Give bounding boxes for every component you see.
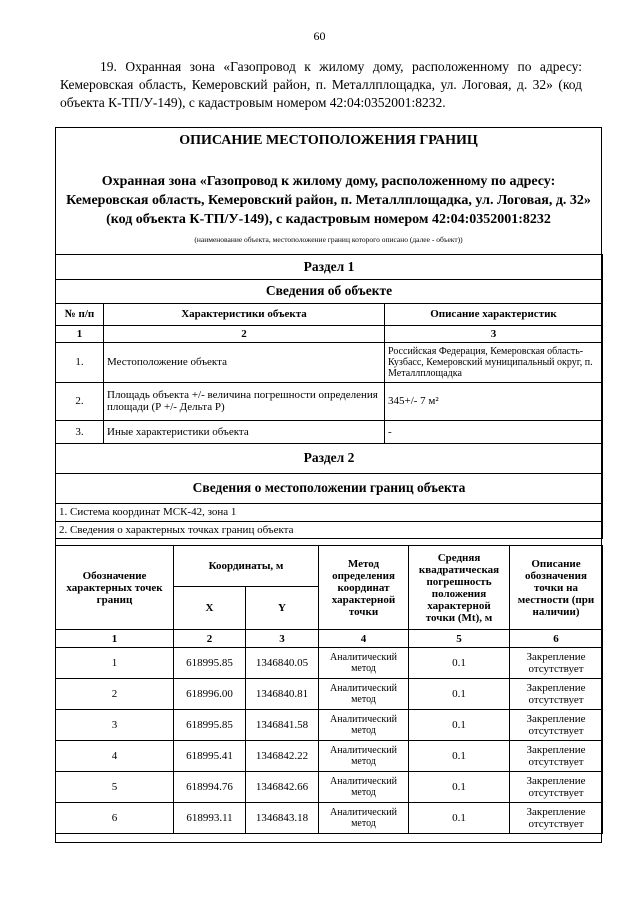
point-id: 4 bbox=[56, 741, 174, 772]
row-value: Российская Федерация, Кемеровская область-Кузбасс, Кемеровский муниципальный округ, п. Металлплощадка bbox=[385, 342, 603, 382]
point-x: 618994.76 bbox=[174, 772, 246, 803]
coordinate-system: 1. Система координат МСК-42, зона 1 bbox=[56, 503, 603, 521]
header-num: № п/п bbox=[56, 303, 104, 325]
colnum-5: 5 bbox=[409, 630, 510, 648]
point-accuracy: 0.1 bbox=[409, 803, 510, 834]
row-name: Иные характеристики объекта bbox=[104, 420, 385, 443]
row-number: 2. bbox=[56, 382, 104, 420]
point-accuracy: 0.1 bbox=[409, 710, 510, 741]
colnum-1: 1 bbox=[56, 325, 104, 342]
object-caption: (наименование объекта, местоположение границ которого описано (далее - объект)) bbox=[194, 235, 463, 244]
page-number: 60 bbox=[313, 29, 326, 43]
object-name: Охранная зона «Газопровод к жилому дому, расположенному по адресу: Кемеровская область, Кемеровский район, п. Металлплощадка, ул. Логовая, д. 32» (код объекта К-ТП/У-149), с кадастровым номером 42:04:0352001:8232 bbox=[66, 174, 591, 227]
table-row bbox=[56, 710, 603, 741]
table-row bbox=[56, 648, 603, 679]
header-characteristic: Характеристики объекта bbox=[104, 303, 385, 325]
point-y: 1346841.58 bbox=[246, 710, 319, 741]
colnum-3: 3 bbox=[246, 630, 319, 648]
point-y: 1346843.18 bbox=[246, 803, 319, 834]
header-method: Метод определения координат характерной точки bbox=[319, 546, 409, 630]
header-point-description: Описание обозначения точки на местности (при наличии) bbox=[510, 546, 603, 630]
header-point: Обозначение характерных точек границ bbox=[56, 546, 174, 630]
section2-title: Раздел 2 bbox=[56, 443, 603, 473]
header-accuracy: Средняя квадратическая погрешность положения характерной точки (Mt), м bbox=[409, 546, 510, 630]
row-name: Площадь объекта +/- величина погрешности определения площади (Р +/- Дельта Р) bbox=[104, 382, 385, 420]
colnum-6: 6 bbox=[510, 630, 603, 648]
colnum-1: 1 bbox=[56, 630, 174, 648]
section1-title: Раздел 1 bbox=[56, 254, 603, 279]
point-y: 1346842.22 bbox=[246, 741, 319, 772]
point-description: Закрепление отсутствует bbox=[510, 648, 603, 679]
header-coords: Координаты, м bbox=[174, 546, 319, 587]
point-y: 1346842.66 bbox=[246, 772, 319, 803]
point-description: Закрепление отсутствует bbox=[510, 803, 603, 834]
point-id: 3 bbox=[56, 710, 174, 741]
point-id: 5 bbox=[56, 772, 174, 803]
section2-subtitle: Сведения о местоположении границ объекта bbox=[56, 473, 603, 503]
row-value: - bbox=[385, 420, 603, 443]
point-description: Закрепление отсутствует bbox=[510, 772, 603, 803]
point-method: Аналитический метод bbox=[319, 803, 409, 834]
colnum-3: 3 bbox=[385, 325, 603, 342]
table-row bbox=[56, 342, 603, 382]
point-description: Закрепление отсутствует bbox=[510, 679, 603, 710]
point-y: 1346840.81 bbox=[246, 679, 319, 710]
table-row bbox=[56, 741, 603, 772]
table-row bbox=[56, 803, 603, 834]
point-accuracy: 0.1 bbox=[409, 741, 510, 772]
points-caption: 2. Сведения о характерных точках границ объекта bbox=[56, 521, 603, 538]
section1-table bbox=[55, 231, 603, 539]
header-x: X bbox=[174, 587, 246, 630]
row-name: Местоположение объекта bbox=[104, 342, 385, 382]
point-x: 618995.41 bbox=[174, 741, 246, 772]
table-row bbox=[56, 382, 603, 420]
point-accuracy: 0.1 bbox=[409, 679, 510, 710]
table-row bbox=[56, 679, 603, 710]
point-id: 2 bbox=[56, 679, 174, 710]
point-description: Закрепление отсутствует bbox=[510, 710, 603, 741]
point-method: Аналитический метод bbox=[319, 679, 409, 710]
point-x: 618995.85 bbox=[174, 648, 246, 679]
intro-text: 19. Охранная зона «Газопровод к жилому дому, расположенному по адресу: Кемеровская область, Кемеровский район, п. Металлплощадка, ул. Логовая, д. 32» (код объекта К-ТП/У-149), с кадастровым номером 42:04:0352001:8232. bbox=[60, 59, 582, 110]
table-row bbox=[56, 420, 603, 443]
row-number: 3. bbox=[56, 420, 104, 443]
point-id: 1 bbox=[56, 648, 174, 679]
intro-paragraph bbox=[60, 58, 582, 112]
point-method: Аналитический метод bbox=[319, 648, 409, 679]
point-method: Аналитический метод bbox=[319, 741, 409, 772]
point-x: 618993.11 bbox=[174, 803, 246, 834]
header-description: Описание характеристик bbox=[385, 303, 603, 325]
point-accuracy: 0.1 bbox=[409, 648, 510, 679]
point-accuracy: 0.1 bbox=[409, 772, 510, 803]
row-number: 1. bbox=[56, 342, 104, 382]
point-method: Аналитический метод bbox=[319, 710, 409, 741]
point-x: 618995.85 bbox=[174, 710, 246, 741]
point-id: 6 bbox=[56, 803, 174, 834]
colnum-2: 2 bbox=[104, 325, 385, 342]
colnum-4: 4 bbox=[319, 630, 409, 648]
point-x: 618996.00 bbox=[174, 679, 246, 710]
point-y: 1346840.05 bbox=[246, 648, 319, 679]
header-y: Y bbox=[246, 587, 319, 630]
point-method: Аналитический метод bbox=[319, 772, 409, 803]
row-value: 345+/- 7 м² bbox=[385, 382, 603, 420]
table-row bbox=[56, 772, 603, 803]
point-description: Закрепление отсутствует bbox=[510, 741, 603, 772]
section1-subtitle: Сведения об объекте bbox=[56, 279, 603, 303]
points-table bbox=[55, 545, 603, 834]
colnum-2: 2 bbox=[174, 630, 246, 648]
document-title: ОПИСАНИЕ МЕСТОПОЛОЖЕНИЯ ГРАНИЦ bbox=[179, 133, 478, 148]
